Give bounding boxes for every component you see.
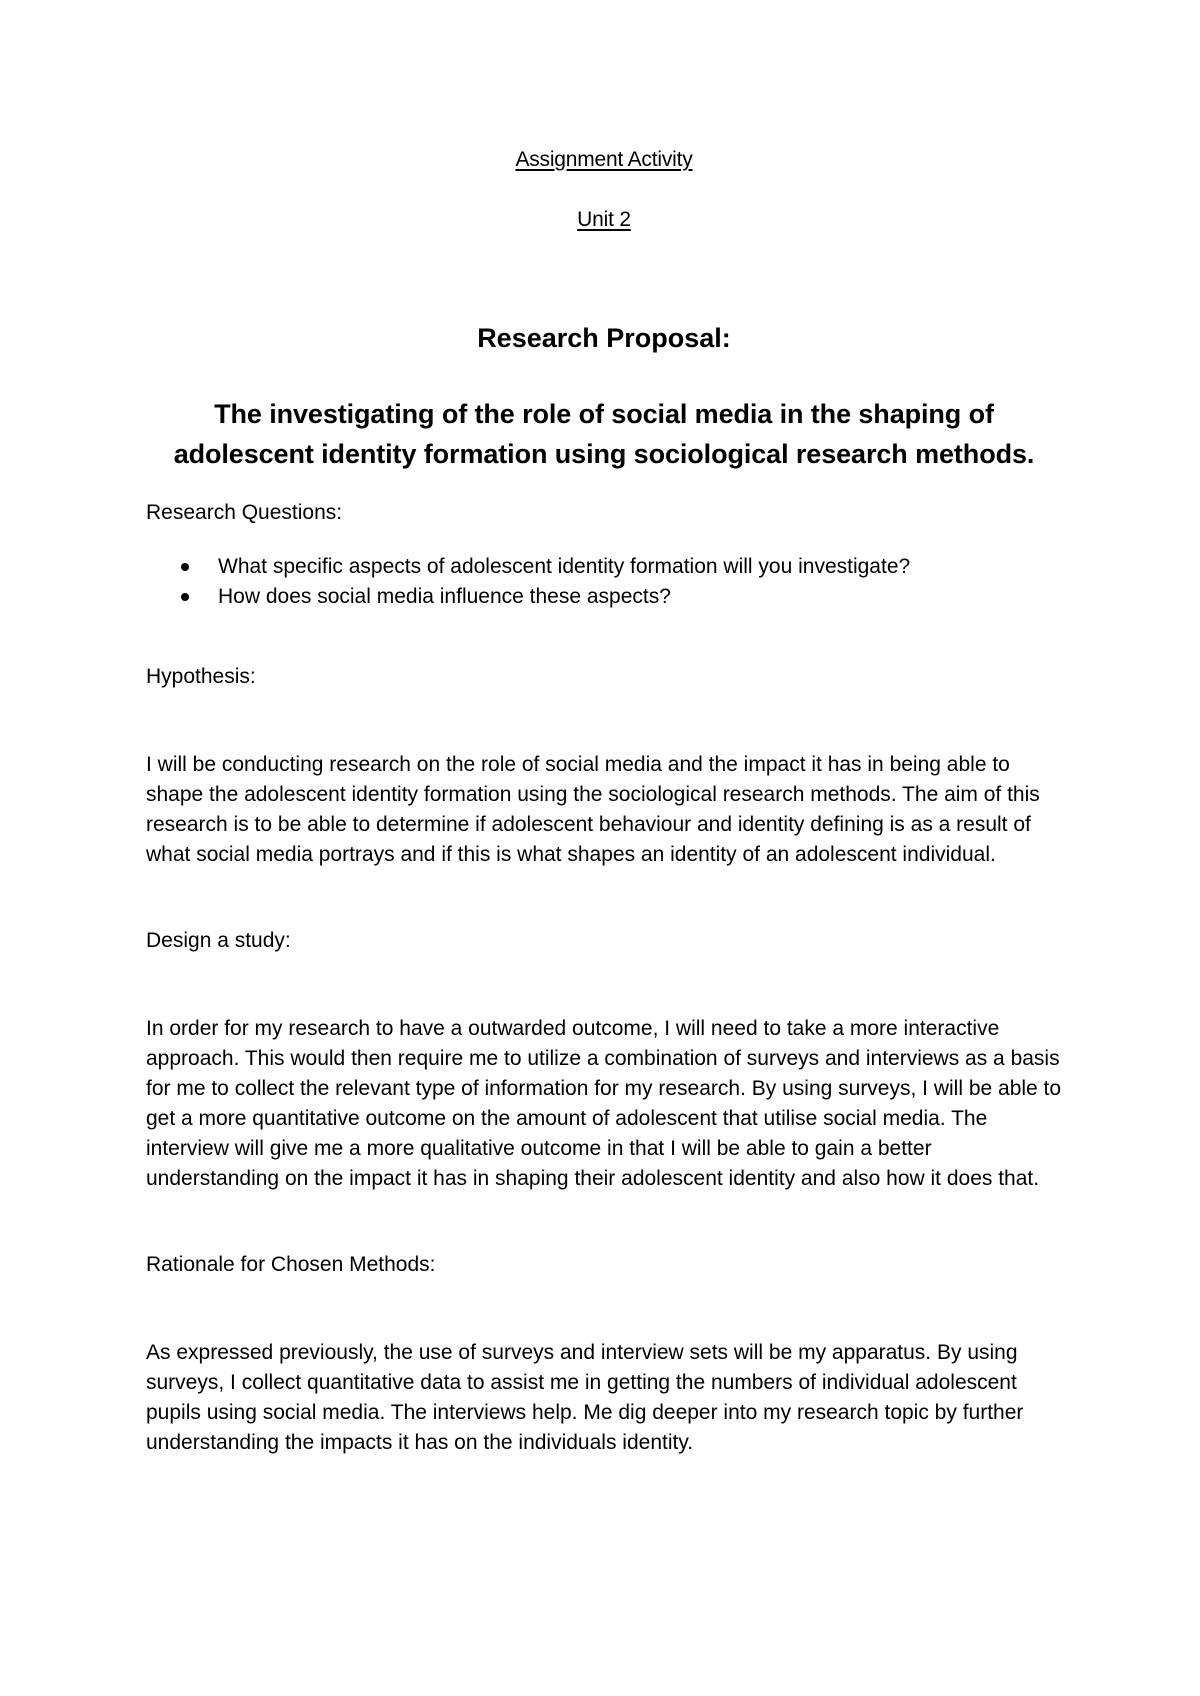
design-paragraph: In order for my research to have a outwarded outcome, I will need to take a more interactive approach. This would then require me to utilize a combination of surveys and interviews as a basis for me to collect the relevant type of information for my research. By using surveys, I will be able to get a more quantitative outcome on the amount of adolescent that utilise social media. The interview will give me a more qualitative outcome in that I will be able to gain a better understanding on the impact it has in shaping their adolescent identity and also how it does that.	[146, 1017, 1062, 1190]
hypothesis-paragraph: I will be conducting research on the role of social media and the impact it has in being able to shape the adolescent identity formation using the sociological research methods. The aim of this research is to be able to determine if adolescent behaviour and identity defining is as a result of what social media portrays and if this is what shapes an identity of an adolescent individual.	[146, 753, 1040, 866]
research-questions-label: Research Questions:	[146, 501, 343, 524]
bullet-icon	[181, 563, 189, 571]
document-title: The investigating of the role of social media in the shaping of adolescent identity formation using sociological research methods.	[173, 399, 1035, 469]
assignment-heading: Assignment Activity	[515, 148, 693, 171]
rationale-paragraph: As expressed previously, the use of surveys and interview sets will be my apparatus. By using surveys, I collect quantitative data to assist me in getting the numbers of individual adolescent pupils using social media. The interviews help. Me dig deeper into my research topic by further understanding the impacts it has on the individuals identity.	[146, 1341, 1024, 1454]
document-body	[146, 138, 1062, 1458]
bullet-icon	[181, 593, 189, 601]
list-item	[218, 582, 1062, 612]
research-questions-list	[146, 552, 1062, 612]
research-question-text: What specific aspects of adolescent identity formation will you investigate?	[218, 555, 911, 578]
research-question-text: How does social media influence these aspects?	[218, 585, 671, 608]
list-item	[218, 552, 1062, 582]
hypothesis-label: Hypothesis:	[146, 665, 256, 688]
rationale-label: Rationale for Chosen Methods:	[146, 1253, 436, 1276]
proposal-heading: Research Proposal:	[477, 323, 731, 353]
design-label: Design a study:	[146, 929, 291, 952]
unit-heading: Unit 2	[577, 208, 631, 231]
